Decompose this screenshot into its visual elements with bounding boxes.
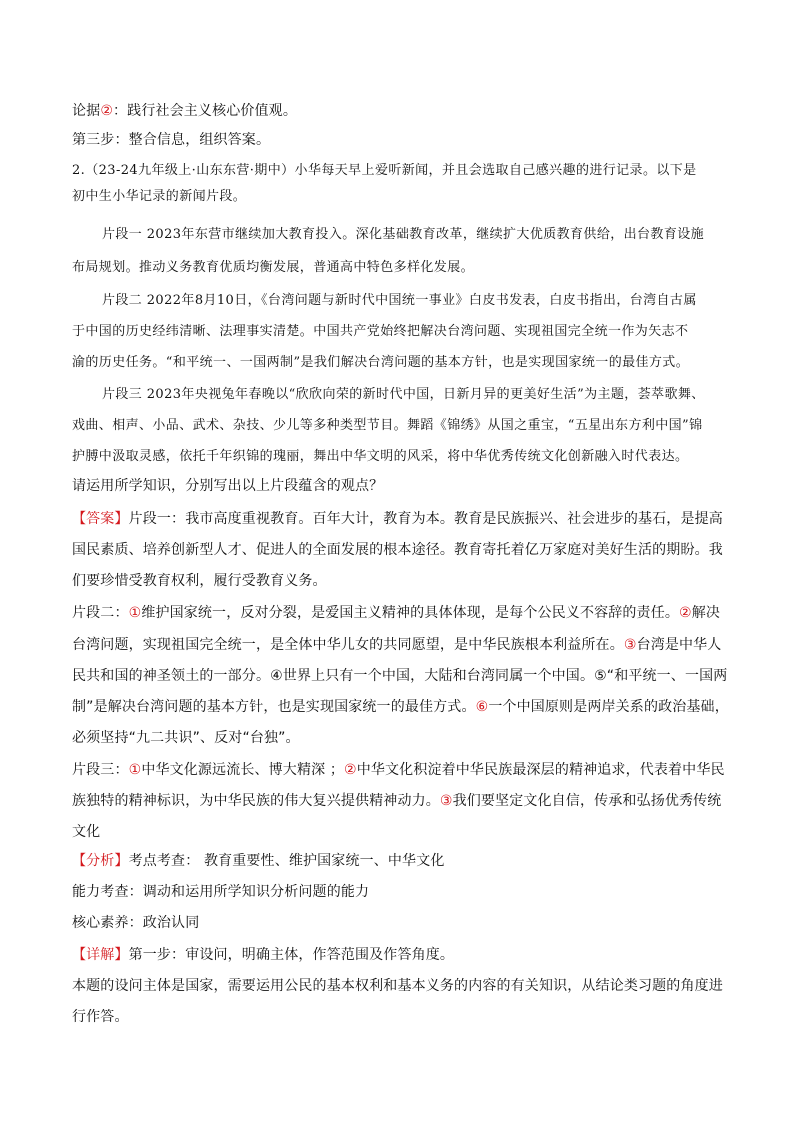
marker-label: ②	[679, 605, 692, 621]
analysis-line	[72, 882, 369, 902]
text-segment: 制”是解决台湾问题的基本方针，也是实现国家统一的最佳方式。	[72, 699, 476, 715]
passage-line	[72, 416, 703, 436]
answer-line	[72, 791, 721, 811]
text-segment: 请运用所学知识，分别写出以上片段蕴含的观点？	[72, 478, 384, 494]
text-segment: ：践行社会主义核心价值观。	[113, 103, 297, 119]
marker-label: ①	[128, 605, 142, 621]
text-segment: 解决	[691, 605, 721, 621]
passage-line	[72, 322, 688, 342]
answer-line	[72, 697, 729, 717]
passage-line	[72, 258, 474, 278]
question-prompt	[72, 476, 383, 496]
answer-line	[72, 571, 327, 591]
text-segment: 台湾是中华人	[636, 637, 722, 653]
text-segment: 片段一 2023年东营市继续加大教育投入。深化基础教育改革，继续扩大优质教育供给，出台教育设施	[102, 227, 705, 242]
text-segment: 中华文化积淀着中华民族最深层的精神追求，代表着中华民	[356, 762, 725, 778]
text-segment: 我们要坚定文化自信，传承和弘扬优秀传统	[452, 793, 722, 809]
text-segment: 片段二 2022年8月10日，《台湾问题与新时代中国统一事业》白皮书发表，白皮书指出，台湾自古属	[102, 293, 697, 308]
text-segment: 行作答。	[72, 1009, 129, 1025]
text-segment: 考点考查： 教育重要性、维护国家统一、中华文化	[128, 853, 445, 869]
explanation-line	[72, 1007, 129, 1027]
text-segment: 维护国家统一，反对分裂，是爱国主义精神的具体体现，是每个公民义不容辞的责任。	[141, 605, 680, 621]
marker-label: ③	[439, 793, 453, 809]
marker-label: ②	[344, 762, 357, 778]
text-segment: 护膊中汲取灵感，依托千年织锦的瑰丽，舞出中华文明的风采，将中华优秀传统文化创新融入时代表达。	[72, 449, 689, 464]
text-line	[72, 130, 270, 150]
text-segment: 民共和国的神圣领土的一部分。④世界上只有一个中国，大陆和台湾同属一个中国。⑤“和平统一、一国两	[72, 668, 728, 684]
question-line	[72, 161, 697, 181]
text-segment: 们要珍惜受教育权利，履行受教育义务。	[72, 573, 327, 589]
question-line	[72, 187, 246, 207]
text-segment: 国民素质、培养创新型人才、促进人的全面发展的根本途径。教育寄托着亿万家庭对美好生活的期盼。我	[72, 542, 723, 558]
text-segment: 中华文化源远流长、博大精深 ；	[141, 762, 345, 778]
text-segment: 戏曲、相声、小品、武术、杂技、少儿等多种类型节目。舞蹈《锦绣》从国之重宝，“五星出东方利中国”锦	[72, 418, 703, 433]
text-segment: 第三步：整合信息，组织答案。	[72, 132, 271, 148]
passage-line	[102, 225, 704, 245]
text-line	[72, 101, 297, 121]
passage-line	[102, 385, 705, 405]
text-segment: 一个中国原则是两岸关系的政治基础，	[488, 699, 729, 715]
marker-label: ⑥	[475, 699, 489, 715]
answer-line	[72, 666, 727, 686]
text-segment: 渝的历史任务。“和平统一、一国两制”是我们解决台湾问题的基本方针，也是实现国家统一的最佳方式。	[72, 355, 690, 370]
text-segment: 论据	[72, 103, 101, 119]
marker-label: ③	[623, 637, 637, 653]
text-segment: 片段一：我市高度重视教育。百年大计，教育为本。教育是民族振兴、社会进步的基石，是提高	[128, 511, 723, 527]
explanation-line	[72, 945, 454, 965]
passage-line	[102, 291, 697, 311]
text-segment: 初中生小华记录的新闻片段。	[72, 189, 247, 204]
answer-line	[72, 540, 723, 560]
answer-line	[72, 635, 721, 655]
analysis-line	[72, 913, 199, 933]
text-segment: 片段三：	[72, 762, 129, 778]
text-segment: 本题的设问主体是国家，需要运用公民的基本权利和基本义务的内容的有关知识，从结论类习题的角度进	[72, 978, 723, 994]
marker-label: 【详解】	[72, 947, 129, 963]
answer-line	[72, 760, 725, 780]
marker-label: 【分析】	[72, 853, 129, 869]
text-segment: 2.（23-24九年级上·山东东营·期中）小华每天早上爱听新闻，并且会选取自己感兴趣的进行记录。以下是	[72, 163, 697, 178]
answer-line	[72, 509, 723, 529]
analysis-line	[72, 851, 445, 871]
text-segment: 布局规划。推动义务教育优质均衡发展，普通高中特色多样化发展。	[72, 260, 475, 275]
passage-line	[72, 447, 688, 467]
answer-line	[72, 603, 720, 623]
text-segment: 能力考查：调动和运用所学知识分析问题的能力	[72, 884, 370, 900]
marker-label: ①	[128, 762, 142, 778]
text-segment: 核心素养：政治认同	[72, 915, 200, 931]
explanation-line	[72, 976, 723, 996]
text-segment: 于中国的历史经纬清晰、法理事实清楚。中国共产党始终把解决台湾问题、实现祖国完全统一作为矢志不	[72, 324, 689, 339]
text-segment: 片段二：	[72, 605, 129, 621]
answer-line	[72, 728, 300, 748]
text-segment: 台湾问题，实现祖国完全统一，是全体中华儿女的共同愿望，是中华民族根本利益所在。	[72, 637, 624, 653]
marker-label: 【答案】	[72, 511, 129, 527]
marker-label: ②	[100, 103, 114, 119]
text-segment: 第一步：审设问，明确主体，作答范围及作答角度。	[128, 947, 455, 963]
text-segment: 族独特的精神标识，为中华民族的伟大复兴提供精神动力。	[72, 793, 440, 809]
passage-line	[72, 353, 689, 373]
answer-line	[72, 822, 100, 842]
text-segment: 片段三 2023年央视兔年春晚以“欣欣向荣的新时代中国，日新月异的更美好生活”为主题，荟萃歌舞、	[102, 387, 705, 402]
text-segment: 文化	[72, 824, 101, 840]
text-segment: 必须坚持“九二共识”、反对“台独”。	[72, 730, 300, 746]
